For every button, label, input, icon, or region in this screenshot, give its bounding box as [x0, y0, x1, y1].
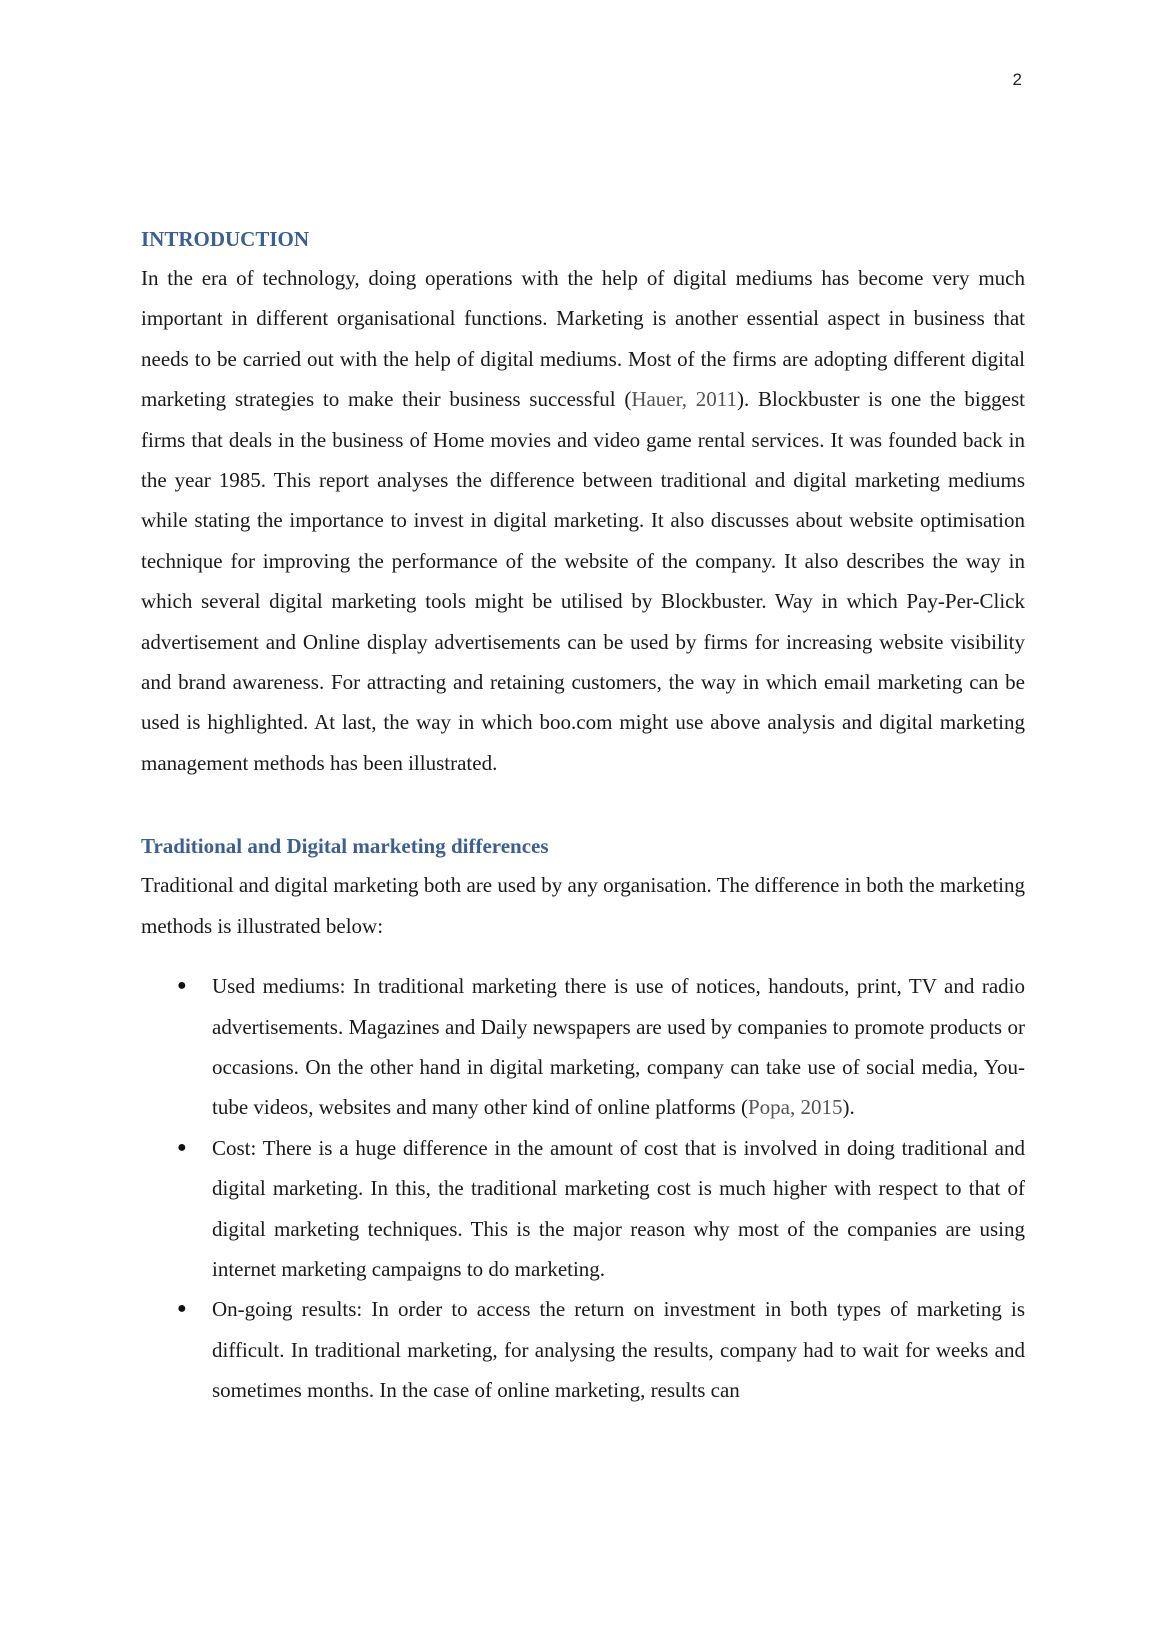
introduction-text-part1: In the era of technology, doing operations with the help of digital mediums has become very much important in different organisational functions. Marketing is another essential aspect in business that needs to be carried out with the help of digital mediums. Most of the firms are adopting different digital marketing strategies to make their business successful (	[141, 266, 1025, 412]
differences-list	[141, 966, 1025, 1410]
introduction-heading: INTRODUCTION	[141, 227, 310, 251]
list-item-text-end: ).	[842, 1095, 855, 1120]
bullet-icon: ●	[177, 1300, 187, 1318]
introduction-text-part2: ). Blockbuster is one the biggest firms that deals in the business of Home movies and video game rental services. It was founded back in the year 1985. This report analyses the difference between traditional and digital marketing mediums while stating the importance to invest in digital marketing. It also discusses about website optimisation technique for improving the performance of the website of the company. It also describes the way in which several digital marketing tools might be utilised by Blockbuster. Way in which Pay-Per-Click advertisement and Online display advertisements can be used by firms for increasing website visibility and brand awareness. For attracting and retaining customers, the way in which email marketing can be used is highlighted. At last, the way in which boo.com might use above analysis and digital marketing management methods has been illustrated.	[141, 387, 1025, 775]
list-item-cost	[141, 1128, 1025, 1290]
page-number: 2	[1012, 70, 1022, 89]
citation-popa[interactable]: Popa, 2015	[747, 1095, 843, 1120]
list-item-text: On-going results: In order to access the return on investment in both types of marketing is difficult. In traditional marketing, for analysing the results, company had to wait for weeks and sometimes months. In the case of online marketing, results can	[212, 1297, 1025, 1403]
document-body	[141, 224, 1025, 1411]
introduction-paragraph	[141, 258, 1025, 783]
list-item-ongoing-results	[141, 1289, 1025, 1410]
list-item-text: Cost: There is a huge difference in the amount of cost that is involved in doing traditional and digital marketing. In this, the traditional marketing cost is much higher with respect to that of digital marketing techniques. This is the major reason why most of the companies are using internet marketing campaigns to do marketing.	[212, 1135, 1025, 1281]
list-item-text: Used mediums: In traditional marketing there is use of notices, handouts, print, TV and radio advertisements. Magazines and Daily newspapers are used by companies to promote products or occasions. On the other hand in digital marketing, company can take use of social media, You-tube videos, websites and many other kind of online platforms (	[212, 974, 1025, 1120]
citation-hauer[interactable]: Hauer, 2011	[631, 387, 737, 412]
bullet-icon: ●	[177, 977, 187, 995]
list-item-used-mediums	[141, 966, 1025, 1128]
differences-intro-paragraph: Traditional and digital marketing both are used by any organisation. The difference in both the marketing methods is illustrated below:	[141, 873, 1025, 938]
bullet-icon: ●	[177, 1138, 187, 1156]
differences-heading: Traditional and Digital marketing differences	[141, 834, 549, 859]
